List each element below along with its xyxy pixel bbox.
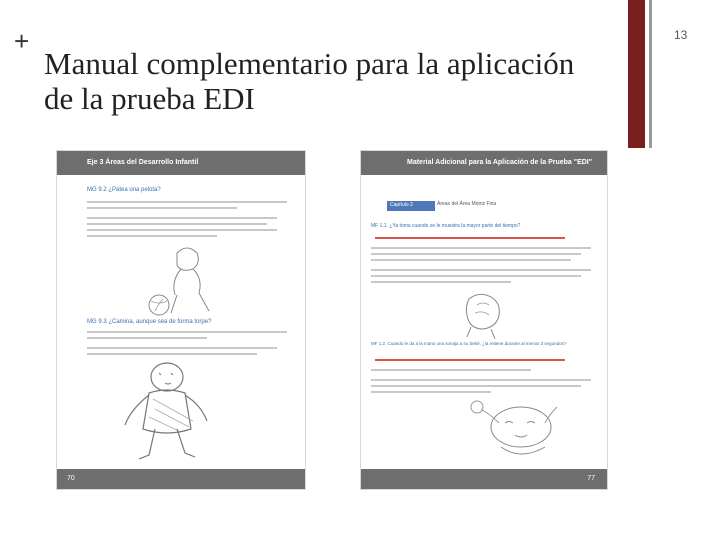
page-header: Material Adicional para la Aplicación de la Prueba "EDI" [361, 151, 607, 175]
chapter-badge: Capítulo 3 [387, 201, 435, 211]
page-header: Eje 3 Áreas del Desarrollo Infantil [57, 151, 305, 175]
accent-bar-thin [649, 0, 652, 148]
hand-holding-illustration [457, 289, 527, 339]
section-title: MF 1.2. Cuando le da a la mano una sonaja a su bebé, ¿la retiene durante al menos 3 segundos? [371, 341, 567, 346]
slide-number: 13 [674, 28, 688, 42]
accent-bar [628, 0, 645, 148]
right-page [360, 150, 608, 490]
section-title: MG 9.2 ¿Patea una pelota? [87, 187, 161, 193]
section-title: MF 1.1. ¿Ya toma cuando se le muestra la mayor parte del tiempo? [371, 223, 521, 229]
chapter-title: Áreas del Área Motriz Fina [437, 201, 497, 207]
section-title: MG 9.3 ¿Camina, aunque sea de forma torpe? [87, 319, 212, 325]
baby-with-rattle-illustration [461, 397, 581, 467]
child-kicking-ball-illustration [137, 239, 247, 319]
slide-title: Manual complementario para la aplicación de la prueba EDI [44, 46, 575, 116]
left-page [56, 150, 306, 490]
page-number: 70 [67, 475, 75, 482]
page-number: 77 [587, 475, 595, 482]
plus-icon: + [14, 26, 30, 56]
page-footer [57, 469, 305, 489]
page-footer [361, 469, 607, 489]
child-walking-illustration [107, 359, 227, 464]
